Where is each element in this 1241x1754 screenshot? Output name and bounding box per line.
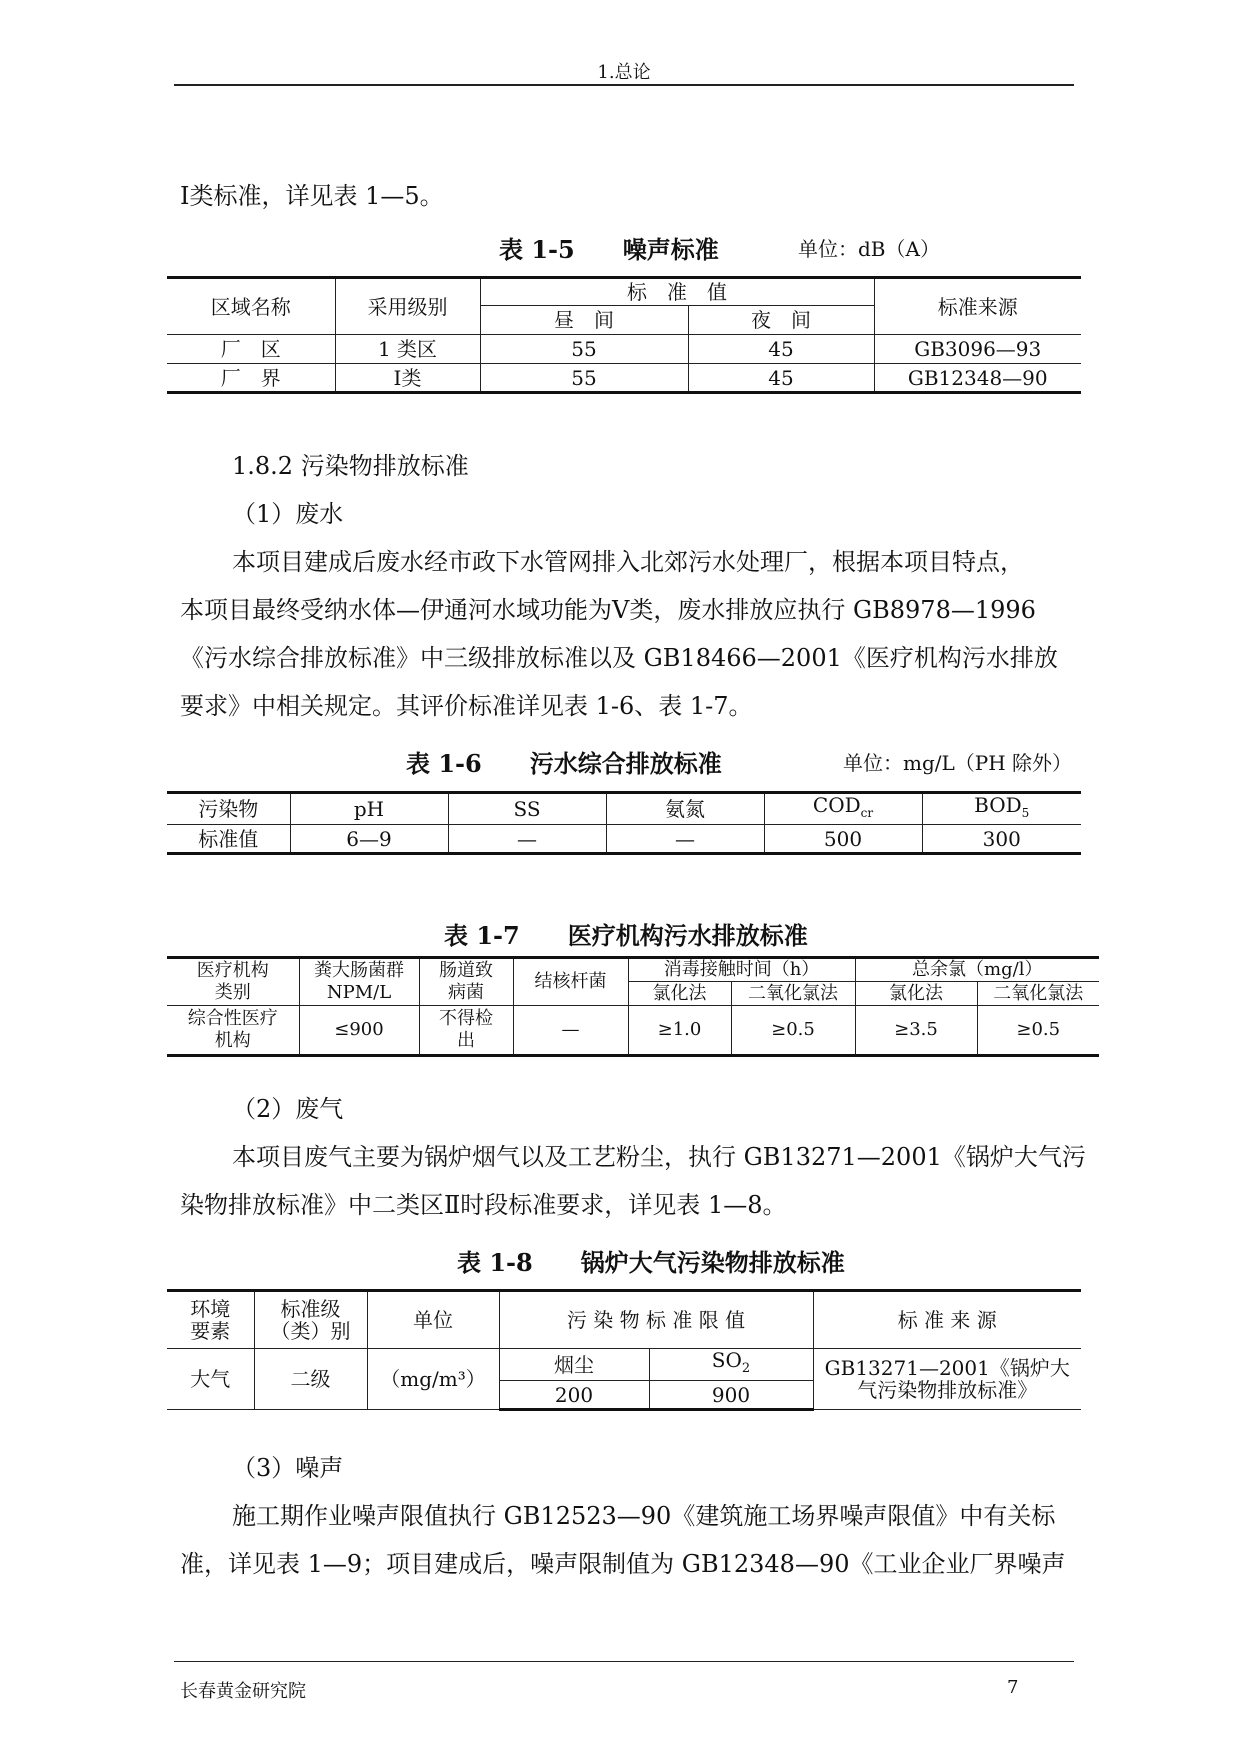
cell-pathogen bbox=[419, 1006, 513, 1056]
th-env-l2: 要素 bbox=[190, 1319, 231, 1343]
th-pathogen bbox=[419, 958, 513, 1006]
th-coliform bbox=[299, 958, 419, 1006]
gas-line-2: 染物排放标准》中二类区Ⅱ时段标准要求，详见表 1—8。 bbox=[180, 1191, 787, 1219]
th-bod bbox=[922, 793, 1081, 825]
cell-night: 45 bbox=[688, 335, 874, 364]
wastewater-line-4: 要求》中相关规定。其评价标准详见表 1-6、表 1-7。 bbox=[180, 692, 753, 720]
th-chlorination: 氯化法 bbox=[628, 982, 731, 1006]
cod-subscript: cr bbox=[860, 806, 874, 820]
header-rule bbox=[174, 84, 1074, 86]
footer-org: 长春黄金研究院 bbox=[180, 1681, 306, 1702]
cell-so2-label bbox=[649, 1349, 813, 1381]
cell-dust-label: 烟尘 bbox=[499, 1349, 649, 1381]
cell-area: 厂 区 bbox=[167, 335, 335, 364]
cell-institution bbox=[167, 1006, 299, 1056]
table-1-5-title: 表 1-5 噪声标准 bbox=[499, 235, 719, 264]
table-1-5-unit: 单位：dB（A） bbox=[798, 237, 940, 261]
th-night: 夜 间 bbox=[688, 306, 874, 335]
sub-gas: （2）废气 bbox=[232, 1095, 344, 1123]
sub-noise: （3）噪声 bbox=[232, 1454, 344, 1482]
th-ph: pH bbox=[290, 793, 448, 825]
cell-source: GB3096—93 bbox=[874, 335, 1081, 364]
so2-subscript: 2 bbox=[741, 1361, 751, 1376]
th-env bbox=[167, 1291, 254, 1349]
th-tuberculosis: 结核杆菌 bbox=[513, 958, 628, 1006]
th-chlorination-b: 氯化法 bbox=[855, 982, 977, 1006]
page-header: 1.总论 bbox=[597, 62, 651, 83]
cell-clo2-time: ≥0.5 bbox=[731, 1006, 855, 1056]
wastewater-line-2: 本项目最终受纳水体—伊通河水域功能为Ⅴ类，废水排放应执行 GB8978—1996 bbox=[180, 596, 1036, 624]
cell-day: 55 bbox=[480, 364, 688, 393]
th-std-level bbox=[254, 1291, 367, 1349]
cell-unit: （mg/m³） bbox=[367, 1349, 499, 1410]
th-level: 采用级别 bbox=[335, 278, 480, 335]
table-1-8 bbox=[167, 1289, 1081, 1411]
th-ammonia: 氨氮 bbox=[606, 793, 764, 825]
cell-dust-value: 200 bbox=[499, 1381, 649, 1410]
th-contact-time: 消毒接触时间（h） bbox=[628, 958, 855, 982]
th-institution-l2: 类别 bbox=[214, 982, 251, 1003]
cell-area: 厂 界 bbox=[167, 364, 335, 393]
th-source: 标 准 来 源 bbox=[813, 1291, 1081, 1349]
cod-label: COD bbox=[812, 793, 861, 817]
cell-pathogen-l1: 不得检 bbox=[439, 1008, 493, 1029]
gas-line-1: 本项目废气主要为锅炉烟气以及工艺粉尘，执行 GB13271—2001《锅炉大气污 bbox=[232, 1143, 1086, 1171]
intro-text: Ⅰ类标准，详见表 1—5。 bbox=[180, 182, 444, 210]
th-std-value: 标 准 值 bbox=[480, 278, 874, 306]
cell-cl-time: ≥1.0 bbox=[628, 1006, 731, 1056]
cell-ph: 6—9 bbox=[290, 825, 448, 854]
section-1-8-2: 1.8.2 污染物排放标准 bbox=[232, 452, 469, 480]
cell-cl-residual: ≥3.5 bbox=[855, 1006, 977, 1056]
th-limit: 污 染 物 标 准 限 值 bbox=[499, 1291, 813, 1349]
cell-cod: 500 bbox=[764, 825, 922, 854]
cell-env: 大气 bbox=[167, 1349, 254, 1410]
cell-ammonia: — bbox=[606, 825, 764, 854]
th-cod bbox=[764, 793, 922, 825]
th-pollutant: 污染物 bbox=[167, 793, 290, 825]
wastewater-line-3: 《污水综合排放标准》中三级排放标准以及 GB18466—2001《医疗机构污水排放 bbox=[180, 644, 1058, 672]
table-1-6 bbox=[167, 791, 1081, 855]
th-env-l1: 环境 bbox=[190, 1297, 231, 1321]
th-ss: SS bbox=[448, 793, 606, 825]
cell-tuberculosis: — bbox=[513, 1006, 628, 1056]
cell-level: 1 类区 bbox=[335, 335, 480, 364]
th-institution bbox=[167, 958, 299, 1006]
cell-ss: — bbox=[448, 825, 606, 854]
cell-source-l2: 气污染物排放标准》 bbox=[857, 1378, 1038, 1402]
wastewater-line-1: 本项目建成后废水经市政下水管网排入北郊污水处理厂，根据本项目特点， bbox=[232, 548, 1024, 576]
th-pathogen-l2: 病菌 bbox=[448, 982, 484, 1003]
cell-clo2-residual: ≥0.5 bbox=[977, 1006, 1099, 1056]
th-chlorine-dioxide: 二氧化氯法 bbox=[731, 982, 855, 1006]
th-residual-chlorine: 总余氯（mg/l） bbox=[855, 958, 1099, 982]
table-1-7 bbox=[167, 956, 1099, 1057]
th-pathogen-l1: 肠道致 bbox=[439, 960, 493, 981]
th-std-level-l1: 标准级 bbox=[280, 1297, 341, 1321]
th-coliform-l1: 粪大肠菌群 bbox=[314, 960, 404, 981]
table-row bbox=[167, 1006, 1099, 1056]
th-chlorine-dioxide-b: 二氧化氯法 bbox=[977, 982, 1099, 1006]
cell-coliform: ≤900 bbox=[299, 1006, 419, 1056]
table-1-6-unit: 单位：mg/L（PH 除外） bbox=[843, 751, 1073, 775]
table-1-6-title: 表 1-6 污水综合排放标准 bbox=[406, 749, 722, 778]
th-coliform-l2: NPM/L bbox=[326, 982, 392, 1003]
th-day: 昼 间 bbox=[480, 306, 688, 335]
cell-so2-value: 900 bbox=[649, 1381, 813, 1410]
table-1-5 bbox=[167, 276, 1081, 394]
so2-label: SO bbox=[711, 1348, 742, 1372]
cell-level: 二级 bbox=[254, 1349, 367, 1410]
th-institution-l1: 医疗机构 bbox=[196, 960, 269, 981]
table-row bbox=[167, 364, 1081, 393]
cell-institution-l1: 综合性医疗 bbox=[187, 1008, 278, 1029]
th-source: 标准来源 bbox=[874, 278, 1081, 335]
table-1-7-title: 表 1-7 医疗机构污水排放标准 bbox=[444, 921, 808, 950]
cell-source-l1: GB13271—2001《锅炉大 bbox=[824, 1356, 1070, 1380]
cell-institution-l2: 机构 bbox=[214, 1030, 251, 1051]
footer-rule bbox=[174, 1661, 1074, 1662]
table-row bbox=[167, 825, 1081, 854]
cell-day: 55 bbox=[480, 335, 688, 364]
th-area: 区域名称 bbox=[167, 278, 335, 335]
bod-label: BOD bbox=[974, 793, 1022, 817]
th-unit: 单位 bbox=[367, 1291, 499, 1349]
table-1-8-title: 表 1-8 锅炉大气污染物排放标准 bbox=[457, 1248, 845, 1277]
footer-page-number: 7 bbox=[1007, 1677, 1019, 1698]
noise-line-1: 施工期作业噪声限值执行 GB12523—90《建筑施工场界噪声限值》中有关标 bbox=[232, 1502, 1056, 1530]
cell-source: GB12348—90 bbox=[874, 364, 1081, 393]
cell-source bbox=[813, 1349, 1081, 1410]
th-std-level-l2: （类）别 bbox=[270, 1319, 351, 1343]
cell-label: 标准值 bbox=[167, 825, 290, 854]
table-row bbox=[167, 335, 1081, 364]
sub-wastewater: （1）废水 bbox=[232, 500, 344, 528]
cell-level: Ⅰ类 bbox=[335, 364, 480, 393]
cell-pathogen-l2: 出 bbox=[457, 1030, 475, 1051]
cell-night: 45 bbox=[688, 364, 874, 393]
bod-subscript: 5 bbox=[1021, 806, 1030, 820]
cell-bod: 300 bbox=[922, 825, 1081, 854]
noise-line-2: 准，详见表 1—9；项目建成后，噪声限制值为 GB12348—90《工业企业厂界噪声 bbox=[180, 1550, 1066, 1578]
